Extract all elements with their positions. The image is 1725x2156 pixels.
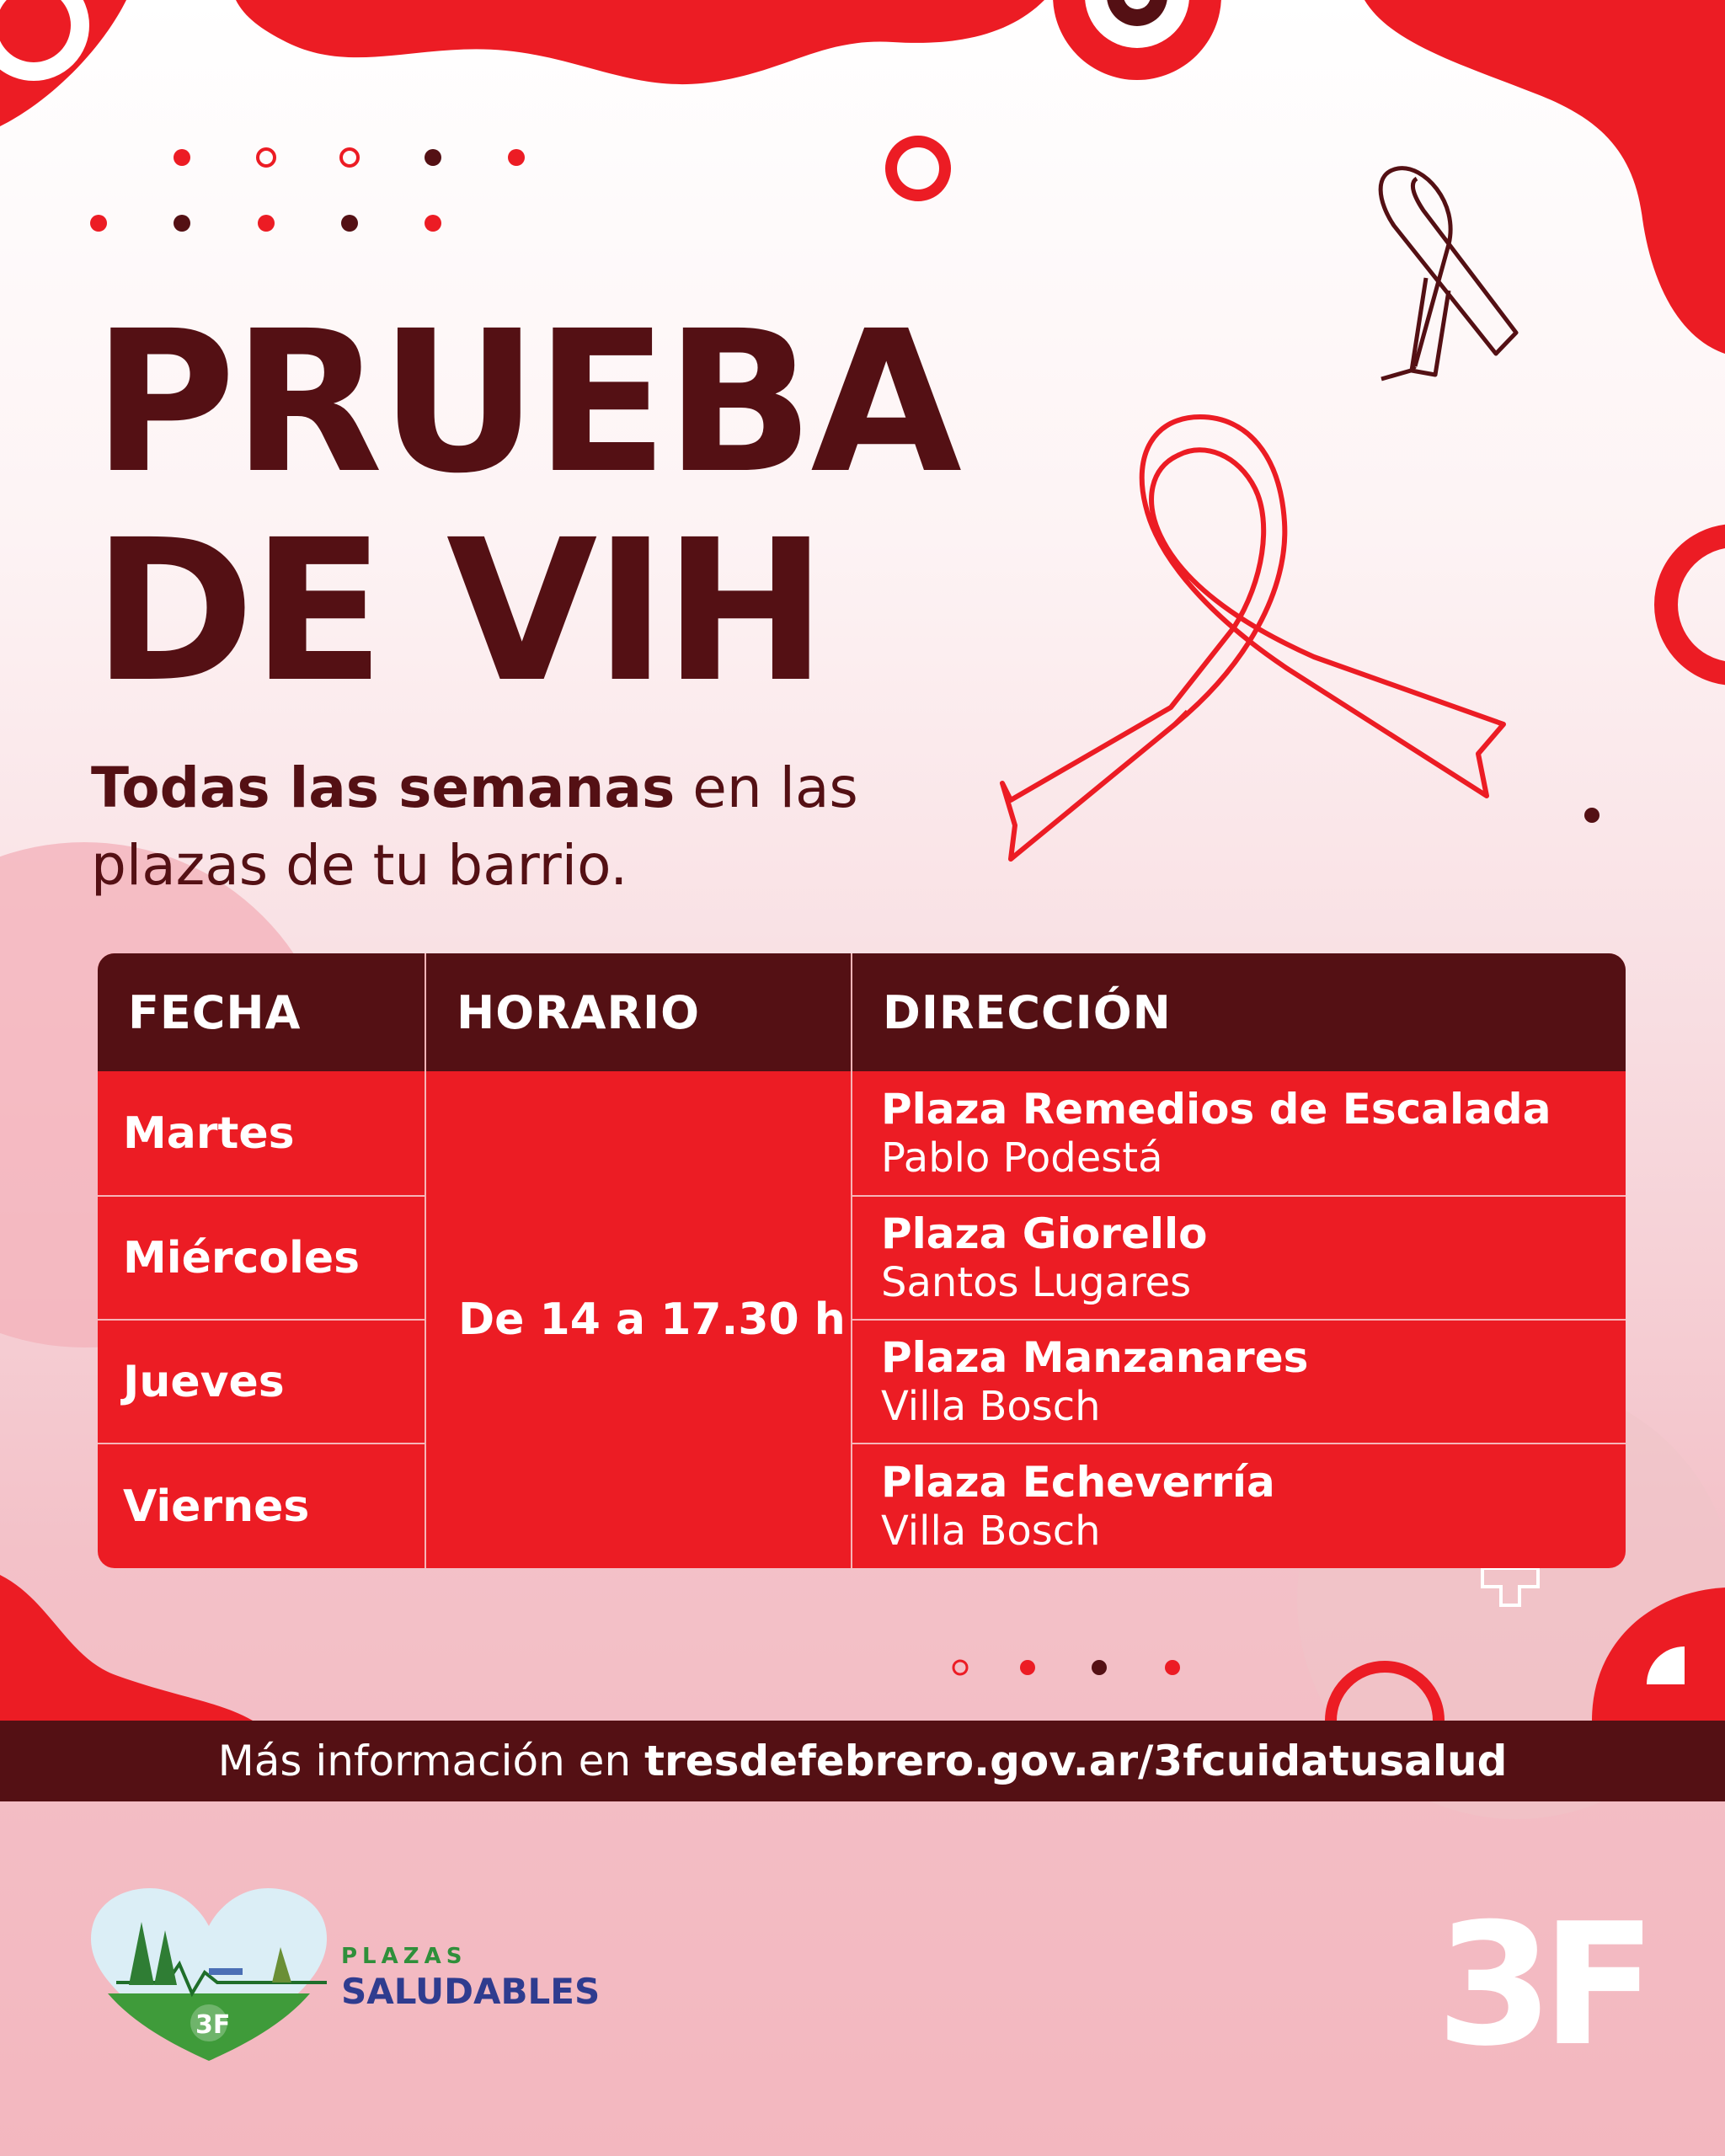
address-cell xyxy=(852,1195,1626,1319)
header-fecha: FECHA xyxy=(98,953,426,1071)
dots-bottom xyxy=(953,1660,1180,1675)
day-cell: Viernes xyxy=(98,1443,426,1568)
saludables-label: SALUDABLES xyxy=(341,1971,601,2012)
plazas-label: PLAZAS xyxy=(341,1944,467,1969)
awareness-ribbon-icon-small xyxy=(1381,168,1516,379)
plazas-saludables-label xyxy=(341,1944,600,2012)
header-direccion: DIRECCIÓN xyxy=(852,953,1626,1071)
title-line-1: PRUEBA xyxy=(93,289,959,516)
heart-badge-text: 3F xyxy=(195,2010,231,2040)
heart-logo-icon xyxy=(91,1888,327,2065)
address-cell xyxy=(852,1319,1626,1443)
info-url[interactable]: tresdefebrero.gov.ar/3fcuidatusalud xyxy=(644,1737,1508,1785)
day-cell: Martes xyxy=(98,1071,426,1195)
brand-logo: 3F xyxy=(1436,1887,1645,2084)
blob-bottom-left xyxy=(0,1575,253,1721)
day-cell: Miércoles xyxy=(98,1195,426,1319)
barrio-name: Villa Bosch xyxy=(881,1382,1101,1430)
header-horario: HORARIO xyxy=(426,953,852,1071)
info-bar xyxy=(0,1721,1725,1801)
subtitle-rest: en las plazas de tu barrio. xyxy=(91,755,858,898)
title-line-2: DE VIH xyxy=(93,498,824,725)
dot-grid xyxy=(90,149,525,232)
plaza-name: Plaza Giorello xyxy=(881,1209,1208,1258)
info-prefix: Más información en xyxy=(217,1737,632,1785)
blob-top-center xyxy=(236,0,1044,84)
awareness-ribbon-icon xyxy=(1002,417,1503,859)
address-cell xyxy=(852,1443,1626,1568)
barrio-name: Pablo Podestá xyxy=(881,1134,1163,1182)
dot-right xyxy=(1584,808,1599,823)
ring-small xyxy=(891,141,945,195)
day-cell: Jueves xyxy=(98,1319,426,1443)
subtitle xyxy=(91,750,975,905)
time-cell: De 14 a 17.30 h xyxy=(426,1071,852,1568)
barrio-name: Santos Lugares xyxy=(881,1258,1192,1306)
schedule-table xyxy=(98,953,1626,1568)
blob-top-right xyxy=(1365,0,1725,354)
ring-right xyxy=(1666,536,1725,674)
plaza-name: Plaza Remedios de Escalada xyxy=(881,1084,1551,1134)
barrio-name: Villa Bosch xyxy=(881,1507,1101,1555)
plaza-name: Plaza Manzanares xyxy=(881,1332,1309,1382)
address-cell xyxy=(852,1071,1626,1195)
subtitle-bold: Todas las semanas xyxy=(91,755,676,820)
plaza-name: Plaza Echeverría xyxy=(881,1457,1275,1507)
